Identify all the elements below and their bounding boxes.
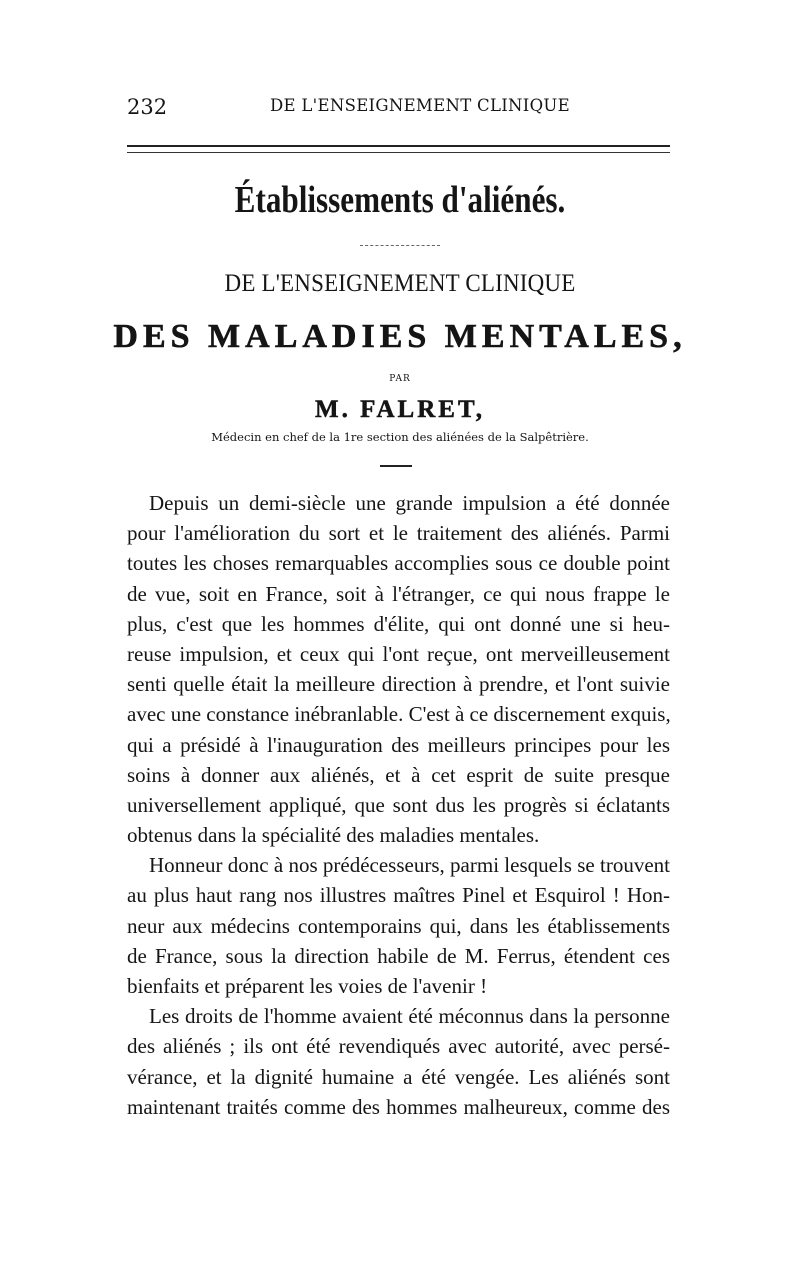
body-text (127, 488, 670, 1122)
body-line: senti quelle était la meilleure direction à prendre, et l'ont suivie (127, 672, 670, 697)
body-line: qui a présidé à l'inauguration des meilleurs principes pour les (127, 732, 670, 757)
body-line: reuse impulsion, et ceux qui l'ont reçue, ont merveilleusement (127, 641, 670, 666)
running-header: DE L'ENSEIGNEMENT CLINIQUE (270, 96, 570, 115)
article-subtitle: DE L'ENSEIGNEMENT CLINIQUE (224, 270, 576, 297)
body-line: avec une constance inébranlable. C'est à ce discernement exquis, (127, 702, 671, 727)
body-line: de vue, soit en France, soit à l'étranger, ce qui nous frappe le (127, 581, 670, 606)
body-line: Honneur donc à nos prédécesseurs, parmi lesquels se trouvent (149, 853, 670, 878)
header-double-rule (127, 145, 670, 153)
dashed-divider (360, 245, 440, 246)
body-line: bienfaits et préparent les voies de l'avenir ! (127, 974, 488, 998)
body-line: soins à donner aux aliénés, et à cet esprit de suite presque (127, 762, 670, 787)
article-heading: DES MALADIES MENTALES, (113, 318, 687, 355)
body-line: obtenus dans la spécialité des maladies mentales. (127, 823, 540, 848)
body-line: neur aux médecins contemporains qui, dans les établissements (127, 913, 670, 938)
body-line: Les droits de l'homme avaient été méconnus dans la personne (149, 1004, 670, 1029)
body-line: Depuis un demi-siècle une grande impulsion a été donnée (149, 491, 670, 515)
author-affiliation: Médecin en chef de la 1re section des aliénées de la Salpêtrière. (211, 430, 589, 444)
body-line: des aliénés ; ils ont été revendiqués avec autorité, avec persé- (127, 1034, 670, 1059)
body-line: de France, sous la direction habile de M. Ferrus, étendent ces (127, 943, 670, 968)
section-title: Établissements d'aliénés. (234, 179, 566, 221)
byline-label: PAR (389, 374, 411, 384)
short-divider (380, 465, 412, 467)
body-line: maintenant traités comme des hommes malheureux, comme des (127, 1094, 670, 1119)
body-line: au plus haut rang nos illustres maîtres Pinel et Esquirol ! Hon- (127, 883, 670, 908)
body-line: plus, c'est que les hommes d'élite, qui ont donné une si heu- (127, 611, 670, 636)
body-line: universellement appliqué, que sont dus les progrès si éclatants (127, 792, 670, 817)
body-line: pour l'amélioration du sort et le traitement des aliénés. Parmi (127, 521, 670, 546)
author-name: M. FALRET, (314, 396, 486, 423)
page-number: 232 (127, 95, 168, 119)
body-line: vérance, et la dignité humaine a été vengée. Les aliénés sont (127, 1064, 670, 1089)
body-line: toutes les choses remarquables accomplies sous ce double point (127, 551, 670, 576)
